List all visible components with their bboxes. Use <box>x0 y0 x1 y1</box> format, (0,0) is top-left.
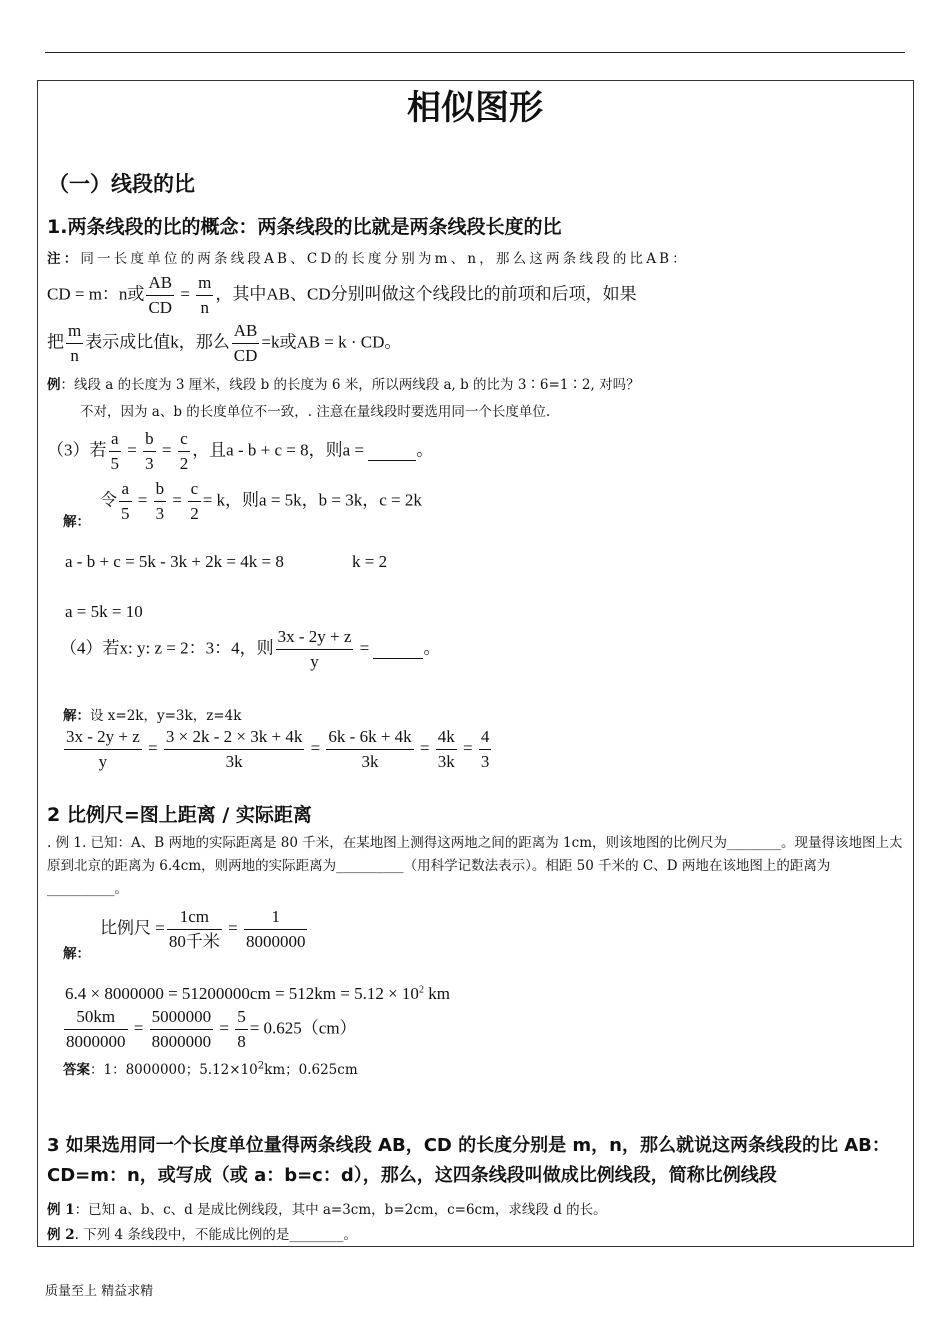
fraction-m-n-2: $\frac{m}{n}$ <box>68 321 82 365</box>
example-line: 例：线段 a 的长度为 3 厘米，线段 b 的长度为 6 米，所以两线段 a, b 的比为 3∶6=1∶2, 对吗？ <box>47 377 640 393</box>
solve-label-2: 解： <box>63 946 90 962</box>
page-title: 相似图形 <box>407 88 543 128</box>
fraction-ab-cd: $\frac{AB}{CD}$ <box>148 273 173 317</box>
p4-solve: 解：设 x=2k，y=3k，z=4k <box>63 708 242 724</box>
p4-calculation: $\frac{3x - 2y + z}{y}$ = $\frac{3 \times 2k - 2 \times 3k + 4k}{3k}$ = $\frac{6k - 6k + 4k}{3k}$ = $\frac{4k}{3k}$ = $\frac{4}{3}$ <box>66 727 490 771</box>
note-line2: CD = m：n或 $\frac{AB}{CD}$ = $\frac{m}{n}$ ，其中AB、CD分别叫做这个线段比的前项和后项，如果 <box>47 273 637 317</box>
calc-line-1: $6.4 \times 8000000 = 51200000cm = 512km = 5.12 \times 10^2$ km <box>65 984 450 1003</box>
note-line1 <box>47 247 689 267</box>
note-line3: 把 $\frac{m}{n}$ 表示成比值k，那么 $\frac{AB}{CD}$ =k或AB = k · CD。 <box>47 321 402 365</box>
footer-slogan: 质量至上 精益求精 <box>45 1284 154 1299</box>
header-rule <box>45 52 905 53</box>
scale-formula: 比例尺 = $\frac{1cm}{\text{80千米}}$ = $\frac{1}{8000000}$ <box>100 907 306 951</box>
equation-k: k = 2 <box>352 552 388 571</box>
example-2: 例 2. 下列 4 条线段中，不能成比例的是________。 <box>47 1227 357 1243</box>
item2-example: . 例 1. 已知：A、B 两地的实际距离是 80 千米，在某地图上测得这两地之间的距离为 1cm，则该地图的比例尺为________。现量得该地图上太原到北京的距离为 6.4cm，则两地的实际距离为__________（用科学记数法表示）。相距 50 千米的 C、D 两地在该地图上的距离为__________。 <box>47 835 903 897</box>
solve-label: 解： <box>63 514 90 530</box>
fraction-m-n: $\frac{m}{n}$ <box>198 273 212 317</box>
note-label: 注： <box>47 251 81 267</box>
equation-2: a = 5k = 10 <box>65 602 143 621</box>
calc-line-2: $\frac{50km}{8000000}$ = $\frac{5000000}{8000000}$ = $\frac{5}{8}$ = 0.625（cm） <box>66 1007 357 1051</box>
let-line: 令 $\frac{a}{5}$ = $\frac{b}{3}$ = $\frac{c}{2}$ = k，则a = 5k，b = 3k，c = 2k <box>100 479 422 523</box>
section-heading: （一）线段的比 <box>48 172 195 196</box>
answer-line: 答案：1：8000000；$5.12\times 10^2km$；0.625cm <box>63 1060 358 1078</box>
equation-1: a - b + c = 5k - 3k + 2k = 4k = 8 <box>65 552 284 571</box>
item1-title: 1.两条线段的比的概念：两条线段的比就是两条线段长度的比 <box>47 216 562 238</box>
item3-text: 3 如果选用同一个长度单位量得两条线段 AB，CD 的长度分别是 m，n，那么就说这两条线段的比 AB：CD=m：n，或写成（或 a：b=c：d），那么，这四条线段叫做成比例线段，简称比例线段 <box>47 1135 890 1186</box>
example-answer: 不对，因为 a、b 的长度单位不一致，. 注意在量线段时要选用同一个长度单位. <box>80 404 551 420</box>
item2-title: 2 比例尺=图上距离 / 实际距离 <box>47 804 312 826</box>
fraction-ab-cd-2: $\frac{AB}{CD}$ <box>233 321 258 365</box>
problem-3: （3）若 $\frac{a}{5}$ = $\frac{b}{3}$ = $\frac{c}{2}$ ，且a - b + c = 8，则a = 。 <box>47 429 434 473</box>
problem-4: （4）若x: y: z = 2：3：4，则 $\frac{3x - 2y + z}{y}$ = 。 <box>60 627 441 671</box>
example-1: 例 1：已知 a、b、c、d 是成比例线段，其中 a=3cm，b=2cm，c=6cm，求线段 d 的长。 <box>47 1202 607 1218</box>
note-text: 同一长度单位的两条线段AB、CD的长度分别为m、n，那么这两条线段的比AB： <box>80 251 689 267</box>
